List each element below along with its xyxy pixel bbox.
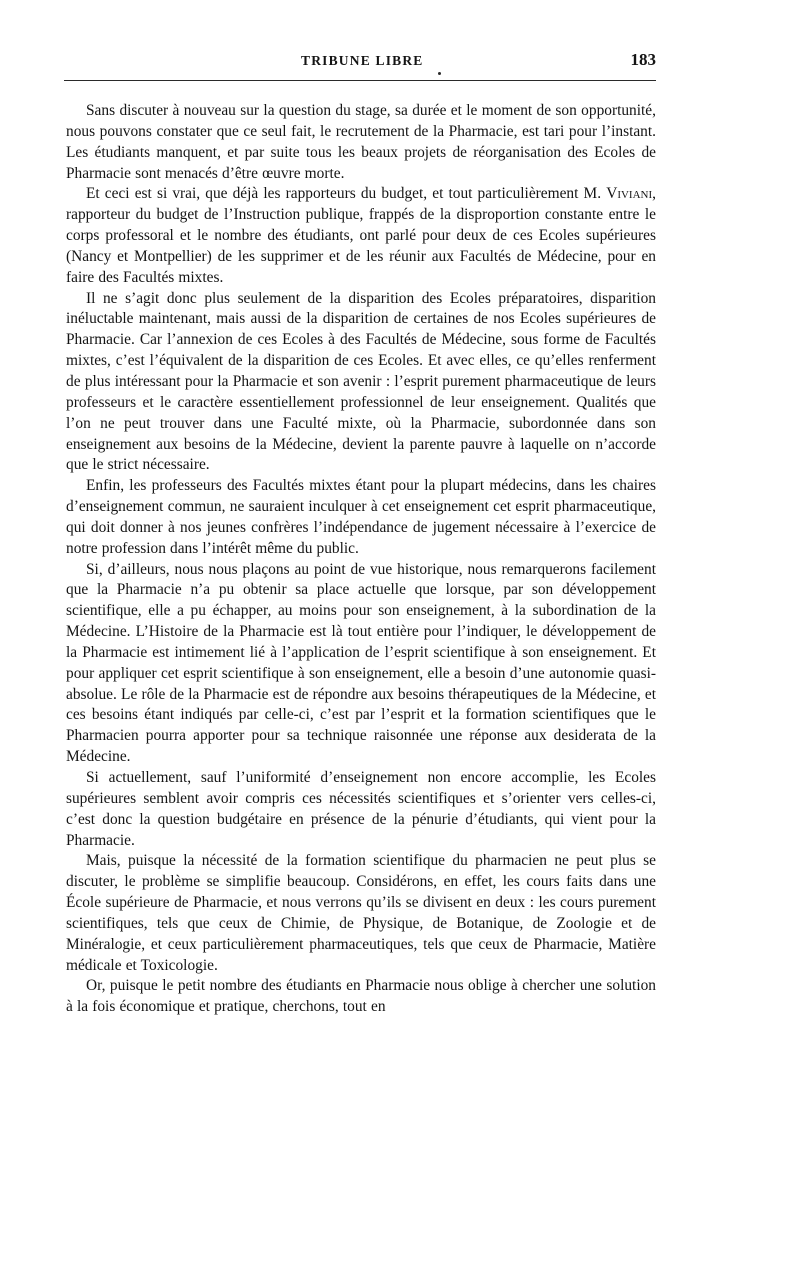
header-rule [64, 80, 656, 81]
page-number: 183 [630, 50, 656, 69]
paragraph-2-start: Et ceci est si vrai, que déjà les rapporteurs du budget, et tout particulièrement M. [86, 185, 607, 203]
paragraph-5: Si, d’ailleurs, nous nous plaçons au point de vue historique, nous remarquerons facilement que la Pharmacie n’a pu obtenir sa place actuelle que lorsque, par son développement scientifique, elle a pu échapper, au moins pour son enseignement, à la subordination de la Médecine. L’Histoire de la Pharmacie est là tout entière pour l’indiquer, le développement de la Pharmacie est intimement lié à l’application de l’esprit scientifique à son enseignement. Et pour appliquer cet esprit scientifique à son enseignement, elle a besoin d’une autonomie quasi-absolue. Le rôle de la Pharmacie est de répondre aux besoins thérapeutiques de la Médecine, et ces besoins étant indiqués par celle-ci, c’est par l’esprit et la formation scientifiques que le Pharmacien pourra apporter pour sa technique raisonnée une réponse aux desiderata de la Médecine. [66, 560, 656, 766]
running-title: TRIBUNE LIBRE [301, 53, 424, 68]
paragraph-2 [66, 184, 656, 288]
paragraph-3: Il ne s’agit donc plus seulement de la disparition des Ecoles préparatoires, disparition inéluctable maintenant, mais aussi de la disparition de certaines de nos Ecoles supérieures de Pharmacie. Car l’annexion de ces Ecoles à des Facultés de Médecine, sous forme de Facultés mixtes, c’est l’équivalent de la disparition de ces Ecoles. Et avec elles, ce qu’elles renferment de plus intéressant pour la Pharmacie et son avenir : l’esprit purement pharmaceutique de leurs professeurs et le caractère essentiellement professionnel de leur enseignement. Qualités que l’on ne peut trouver dans une Faculté mixte, où la Pharmacie, subordonnée dans son enseignement aux besoins de la Médecine, devient la parente pauvre à laquelle on n’accorde que le strict nécessaire. [66, 289, 656, 474]
body-text [66, 101, 656, 1018]
paragraph-6: Si actuellement, sauf l’uniformité d’enseignement non encore accomplie, les Ecoles supérieures semblent avoir compris ces nécessités scientifiques et s’orienter vers celles-ci, c’est donc la question budgétaire en présence de la pénurie d’étudiants, qui vient pour la Pharmacie. [66, 769, 656, 849]
page [66, 0, 656, 1016]
paragraph-1: Sans discuter à nouveau sur la question du stage, sa durée et le moment de son opportunité, nous pouvons constater que ce seul fait, le recrutement de la Pharmacie, est tari pour l’instant. Les étudiants manquent, et par suite tous les beaux projets de réorganisation des Ecoles de Pharmacie sont menacés d’être œuvre morte. [66, 102, 656, 182]
paragraph-8: Or, puisque le petit nombre des étudiants en Pharmacie nous oblige à chercher une solution à la fois économique et pratique, cherchons, tout en [66, 977, 656, 1016]
paragraph-2-end: , rapporteur du budget de l’Instruction publique, frappés de la disproportion constante entre le corps professoral et le nombre des étudiants, ont parlé pour deux de ces Ecoles supérieures (Nancy et Montpellier) de les supprimer et de les réunir aux Facultés de Médecine, pour en faire des Facultés mixtes. [66, 185, 656, 286]
person-name: Viviani [606, 185, 653, 203]
header-dot [438, 72, 441, 75]
paragraph-4: Enfin, les professeurs des Facultés mixtes étant pour la plupart médecins, dans les chaires d’enseignement commun, ne sauraient inculquer à cet enseignement cet esprit pharmaceutique, qui doit donner à nos jeunes confrères l’indépendance de jugement nécessaire à l’exercice de notre profession dans l’intérêt même du public. [66, 477, 656, 557]
paragraph-7: Mais, puisque la nécessité de la formation scientifique du pharmacien ne peut plus se discuter, le problème se simplifie beaucoup. Considérons, en effet, les cours faits dans une École supérieure de Pharmacie, et nous verrons qu’ils se divisent en deux : les cours purement scientifiques, tels que ceux de Chimie, de Physique, de Botanique, de Zoologie et de Minéralogie, et ceux particulièrement pharmaceutiques, tels que ceux de Pharmacie, Matière médicale et Toxicologie. [66, 852, 656, 974]
running-head [66, 0, 656, 78]
